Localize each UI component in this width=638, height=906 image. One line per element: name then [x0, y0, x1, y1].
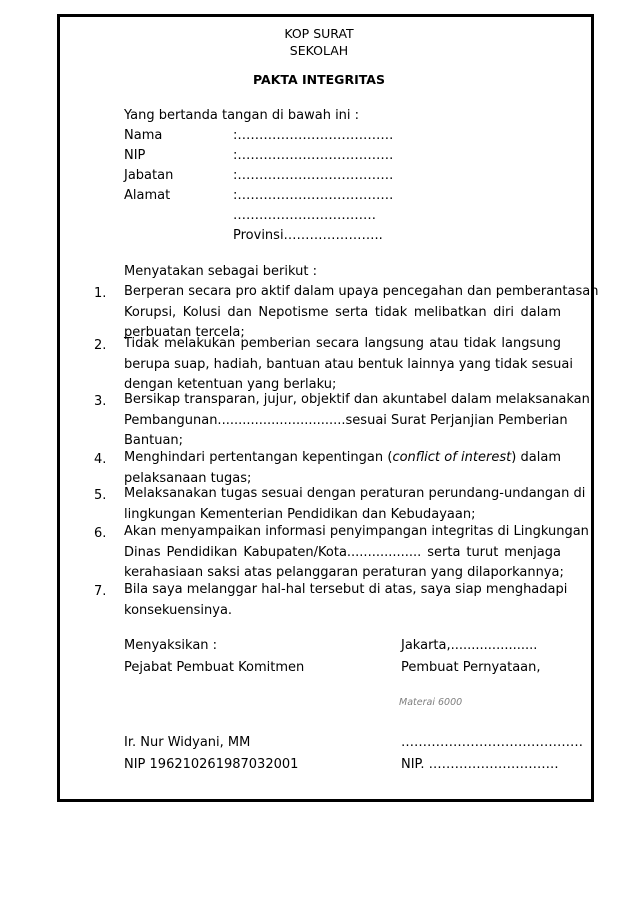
item-line: Melaksanakan tugas sesuai dengan peraturan perundang-undangan di [124, 486, 586, 501]
item-line: konsekuensinya. [124, 602, 233, 618]
field-label-nip: NIP [124, 148, 146, 163]
field-label-jabatan: Jabatan [124, 168, 174, 183]
item-line: Bersikap transparan, jujur, objektif dan akuntabel dalam melaksanakan [124, 392, 590, 407]
item-number: 2. [94, 338, 107, 353]
item-number: 6. [94, 526, 107, 541]
item-line: Akan menyampaikan informasi penyimpangan integritas di Lingkungan [124, 524, 589, 539]
item-number: 5. [94, 488, 107, 503]
item-italic-text: conflict of interest [392, 450, 512, 465]
item-line: Bantuan; [124, 433, 184, 448]
item-text: Menghindari pertentangan kepentingan ( [124, 450, 393, 465]
item-line: Bila saya melanggar hal-hal tersebut di atas, saya siap menghadapi [124, 582, 568, 597]
item-line: dengan ketentuan yang berlaku; [124, 377, 337, 392]
list-item [124, 580, 568, 621]
item-line: kerahasiaan saksi atas pelanggaran peraturan yang dilaporkannya; [124, 565, 564, 580]
document-title: PAKTA INTEGRITAS [253, 72, 385, 87]
letterhead-line-2: SEKOLAH [289, 43, 349, 58]
item-line: Berperan secara pro aktif dalam upaya pencegahan dan pemberantasan [124, 284, 599, 299]
item-text: ) dalam [511, 450, 561, 465]
item-line: pelaksanaan tugas; [124, 470, 252, 486]
place-date: Jakarta,..................... [401, 638, 538, 653]
item-number: 3. [94, 394, 107, 409]
declarant-role: Pembuat Pernyataan, [401, 660, 541, 675]
witness-nip: NIP 196210261987032001 [124, 757, 299, 772]
list-item [124, 448, 561, 489]
statement-intro: Menyatakan sebagai berikut : [124, 264, 317, 279]
item-line: Tidak melakukan pemberian secara langsung atau tidak langsung [124, 336, 561, 351]
field-value-jabatan: :……………………………… [233, 168, 394, 183]
item-line: lingkungan Kementerian Pendidikan dan Kebudayaan; [124, 506, 476, 522]
declarant-nip: NIP. ………………………… [401, 757, 559, 772]
item-number: 4. [94, 452, 107, 467]
witness-label: Menyaksikan : [124, 638, 218, 653]
address-line-2: …………………………… [233, 208, 376, 223]
letterhead-line-1: KOP SURAT [284, 26, 354, 41]
witness-role: Pejabat Pembuat Komitmen [124, 660, 305, 675]
item-number: 7. [94, 584, 107, 599]
list-item [124, 484, 586, 525]
declarant-name-blank: …………………………………… [401, 735, 583, 750]
item-line [124, 448, 561, 469]
field-value-alamat: :……………………………… [233, 188, 394, 203]
materai-stamp-placeholder: Materai 6000 [399, 697, 463, 708]
address-province: Provinsi………………….. [233, 228, 383, 243]
list-item [124, 334, 573, 396]
item-line: Pembangunan...............................sesuai Surat Perjanjian Pemberian [124, 412, 568, 428]
item-line: Korupsi, Kolusi dan Nepotisme serta tidak melibatkan diri dalam [124, 304, 561, 320]
intro-text: Yang bertanda tangan di bawah ini : [124, 108, 360, 123]
witness-name: Ir. Nur Widyani, MM [124, 735, 251, 750]
field-label-alamat: Alamat [124, 188, 171, 203]
item-line: Dinas Pendidikan Kabupaten/Kota.................. serta turut menjaga [124, 544, 561, 560]
list-item [124, 522, 589, 584]
list-item [124, 390, 590, 452]
field-value-nama: :……………………………… [233, 128, 394, 143]
item-line: berupa suap, hadiah, bantuan atau bentuk lainnya yang tidak sesuai [124, 356, 573, 372]
item-line: perbuatan tercela; [124, 325, 245, 340]
field-label-nama: Nama [124, 128, 163, 143]
field-value-nip: :……………………………… [233, 148, 394, 163]
item-number: 1. [94, 286, 107, 301]
